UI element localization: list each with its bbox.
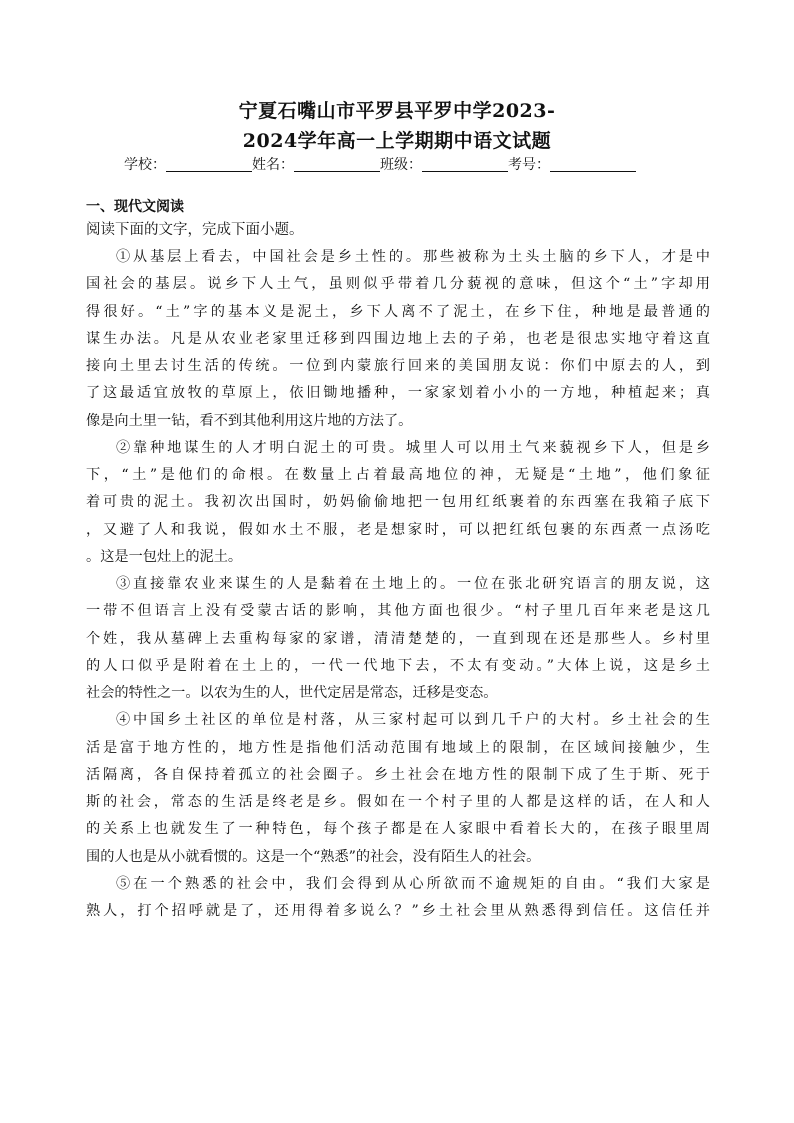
exam-no-blank[interactable] [550,157,636,172]
passage-line: 像是向土里一钻，看不到其他利用这片地的方法了。 [86,412,413,429]
passage-line: 个姓，我从墓碑上去重构每家的家谱，清清楚楚的，一直到现在还是那些人。乡村里 [86,630,710,647]
passage-line: 国社会的基层。说乡下人土气，虽则似乎带着几分藐视的意味，但这个“土”字却用 [86,276,710,293]
passage-line: 活是富于地方性的，地方性是指他们活动范围有地域上的限制，在区域间接触少，生 [86,739,710,756]
passage-line: 下，“土”是他们的命根。在数量上占着最高地位的神，无疑是“土地”，他们象征 [86,467,710,483]
reading-passage [86,244,710,925]
class-label: 班级： [380,157,422,173]
passage-line: ，又避了人和我说，假如水土不服，老是想家时，可以把红纸包裹的东西煮一点汤吃 [86,521,710,538]
passage-line: ①从基层上看去，中国社会是乡土性的。那些被称为土头土脑的乡下人，才是中 [116,249,710,265]
document-title-line-2: 2024学年高一上学期期中语文试题 [242,130,552,152]
section-instructions: 阅读下面的文字，完成下面小题。 [86,222,304,238]
passage-line: ⑤在一个熟悉的社会中，我们会得到从心所欲而不逾规矩的自由。“我们大家是 [116,875,710,892]
passage-line: 接向土里去讨生活的传统。一位到内蒙旅行回来的美国朋友说：你们中原去的人，到 [86,358,710,374]
passage-line: ④中国乡土社区的单位是村落，从三家村起可以到几千户的大村。乡土社会的生 [116,712,710,729]
class-blank[interactable] [422,157,508,172]
name-label: 姓名： [252,157,294,173]
school-label: 学校： [124,157,166,173]
passage-line: 斯的社会，常态的生活是终老是乡。假如在一个村子里的人都是这样的话，在人和人 [86,794,710,810]
passage-line: 的人口似乎是附着在土上的，一代一代地下去，不太有变动。”大体上说，这是乡土 [86,657,710,674]
passage-line: 谋生办法。凡是从农业老家里迁移到四围边地上去的子弟，也老是很忠实地守着这直 [86,330,710,347]
passage-line: 得很好。“土”字的基本义是泥土，乡下人离不了泥土，在乡下住，种地是最普通的 [86,303,710,320]
passage-line: ③直接靠农业来谋生的人是黏着在土地上的。一位在张北研究语言的朋友说，这 [116,576,710,592]
passage-line: 一带不但语言上没有受蒙古话的影响，其他方面也很少。“村子里几百年来老是这几 [86,603,710,620]
passage-line: 活隔离，各自保持着孤立的社会圈子。乡土社会在地方性的限制下成了生于斯、死于 [86,766,710,783]
passage-line: 社会的特性之一。以农为生的人，世代定居是常态，迁移是变态。 [86,685,498,701]
name-blank[interactable] [294,157,380,172]
passage-line: ②靠种地谋生的人才明白泥土的可贵。城里人可以用土气来藐视乡下人，但是乡 [116,439,710,456]
passage-line: 围的人也是从小就看惯的。这是一个“熟悉”的社会，没有陌生人的社会。 [86,848,541,865]
document-title-line-1: 宁夏石嘴山市平罗县平罗中学2023- [238,100,556,122]
student-info-row [124,154,684,174]
passage-line: 了这最适宜放牧的草原上，依旧锄地播种，一家家划着小小的一方地，种植起来；真 [86,385,710,402]
passage-line: 熟人，打个招呼就是了，还用得着多说么？”乡土社会里从熟悉得到信任。这信任并 [86,903,710,919]
exam-no-label: 考号： [508,157,550,173]
school-blank[interactable] [166,157,252,172]
section-heading: 一、现代文阅读 [86,199,184,215]
passage-line: 。这是一包灶上的泥土。 [86,548,243,565]
passage-line: 的关系上也就发生了一种特色，每个孩子都是在人家眼中看着长大的，在孩子眼里周 [86,821,710,838]
passage-line: 着可贵的泥土。我初次出国时，奶妈偷偷地把一包用红纸裹着的东西塞在我箱子底下 [86,494,710,511]
